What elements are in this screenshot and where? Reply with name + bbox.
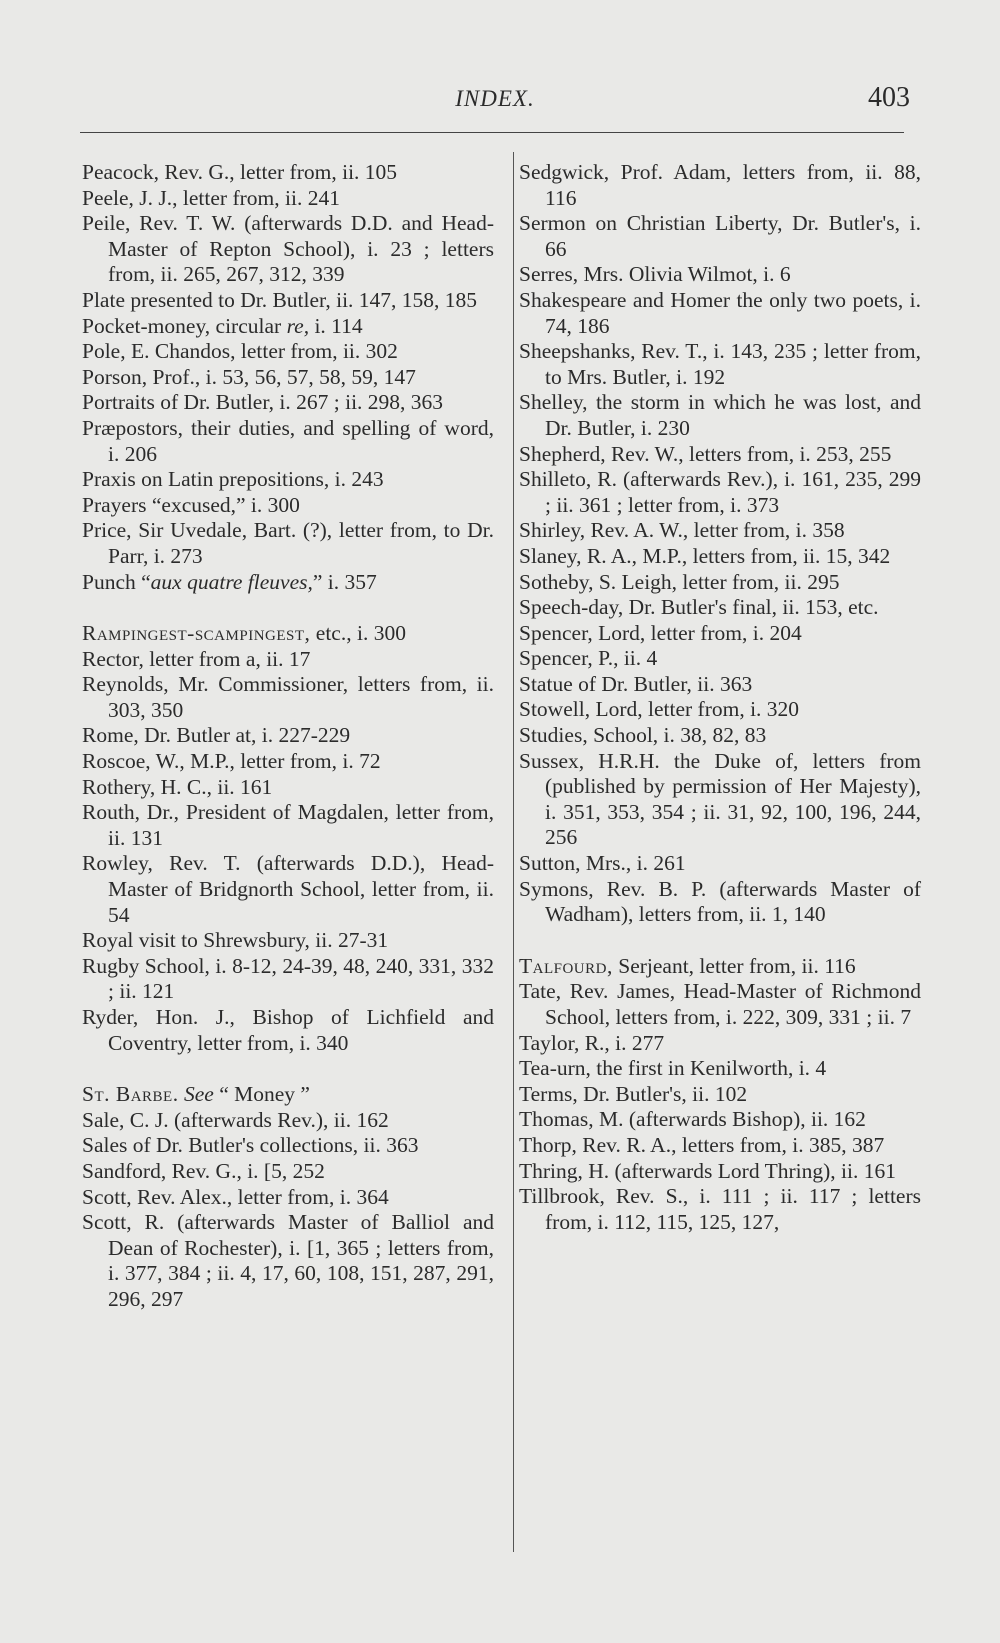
entry-text: i. 114	[309, 313, 363, 338]
index-entry	[82, 416, 494, 467]
entry-text: Plate presented to Dr. Butler, ii. 147, 158, 185	[82, 287, 478, 312]
index-entry	[519, 646, 921, 672]
entry-text: Studies, School, i. 38, 82, 83	[519, 723, 767, 748]
index-entry	[82, 800, 494, 851]
index-entry	[519, 1082, 921, 1108]
index-entry	[519, 1031, 921, 1057]
index-entry	[519, 467, 921, 518]
entry-text: Rome, Dr. Butler at, i. 227-229	[82, 723, 351, 748]
index-entry	[82, 160, 494, 186]
entry-text: Scott, Rev. Alex., letter from, i. 364	[82, 1184, 389, 1209]
entry-text: Portraits of Dr. Butler, i. 267 ; ii. 298, 363	[82, 390, 444, 415]
index-entry	[519, 621, 921, 647]
entry-text: Porson, Prof., i. 53, 56, 57, 58, 59, 147	[82, 364, 416, 389]
entry-text: Tate, Rev. James, Head-Master of Richmond School, letters from, i. 222, 309, 331 ; ii. 7	[519, 979, 921, 1029]
index-entry	[82, 1185, 494, 1211]
entry-text: Tea-urn, the first in Kenilworth, i. 4	[519, 1056, 827, 1081]
entry-text: Serjeant, letter from, ii. 116	[612, 953, 856, 978]
index-entry	[82, 621, 494, 647]
entry-italic: aux quatre fleuves,	[150, 569, 313, 594]
entry-text: Taylor, R., i. 277	[519, 1030, 665, 1055]
index-entry	[519, 954, 921, 980]
entry-text: Peile, Rev. T. W. (afterwards D.D. and Head-Master of Repton School), i. 23 ; letters from, ii. 265, 267, 312, 339	[82, 211, 494, 287]
index-entry	[82, 749, 494, 775]
entry-text: Pocket-money, circular	[82, 313, 287, 338]
entry-text: Sedgwick, Prof. Adam, letters from, ii. 88, 116	[519, 160, 921, 210]
entry-text: Symons, Rev. B. P. (afterwards Master of Wadham), letters from, ii. 1, 140	[519, 876, 921, 927]
entry-headword: Talfourd,	[519, 953, 613, 978]
index-entry	[519, 723, 921, 749]
entry-text: Prayers “excused,” i. 300	[82, 492, 300, 517]
entry-text: Slaney, R. A., M.P., letters from, ii. 15, 342	[519, 543, 891, 568]
entry-text: Speech-day, Dr. Butler's final, ii. 153, etc.	[519, 595, 879, 620]
index-entry	[519, 442, 921, 468]
index-entry	[519, 1184, 921, 1235]
entry-text: Sheepshanks, Rev. T., i. 143, 235 ; letter from, to Mrs. Butler, i. 192	[519, 339, 921, 389]
section-gap	[82, 595, 494, 621]
index-entry	[519, 595, 921, 621]
index-entry	[82, 775, 494, 801]
entry-text: Scott, R. (afterwards Master of Balliol and Dean of Rochester), i. [1, 365 ; letters from, i. 377, 384 ; ii. 4, 17, 60, 108, 151, 287, 291, 296, 297	[82, 1210, 494, 1311]
index-entry	[82, 339, 494, 365]
entry-text: Peele, J. J., letter from, ii. 241	[82, 185, 340, 210]
entry-italic: See	[183, 1082, 214, 1107]
running-title: INDEX.	[455, 86, 535, 111]
entry-text: Stowell, Lord, letter from, i. 320	[519, 697, 800, 722]
index-entry	[82, 672, 494, 723]
column-divider	[513, 152, 514, 1552]
index-entry	[519, 749, 921, 851]
entry-text: Thring, H. (afterwards Lord Thring), ii. 161	[519, 1158, 896, 1183]
entry-text: Sutton, Mrs., i. 261	[519, 851, 686, 876]
entry-text: Routh, Dr., President of Magdalen, letter from, ii. 131	[82, 800, 494, 850]
index-entry	[82, 723, 494, 749]
index-entry	[82, 467, 494, 493]
entry-text: Spencer, P., ii. 4	[519, 646, 658, 671]
page-header	[80, 82, 910, 122]
index-entry	[519, 570, 921, 596]
index-entry	[82, 1108, 494, 1134]
entry-text: Shakespeare and Homer the only two poets, i. 74, 186	[519, 287, 921, 338]
entry-text: Shilleto, R. (afterwards Rev.), i. 161, 235, 299 ; ii. 361 ; letter from, i. 373	[519, 467, 921, 517]
index-entry	[82, 851, 494, 928]
index-entry	[519, 160, 921, 211]
index-entry	[82, 186, 494, 212]
index-entry	[519, 1056, 921, 1082]
entry-italic: re,	[286, 313, 310, 338]
index-entry	[82, 365, 494, 391]
index-entry	[519, 672, 921, 698]
index-entry	[82, 288, 494, 314]
entry-text: Sale, C. J. (afterwards Rev.), ii. 162	[82, 1107, 389, 1132]
entry-headword: Rampingest-scampingest,	[82, 621, 311, 646]
entry-text: Rector, letter from a, ii. 17	[82, 646, 311, 671]
entry-text: Roscoe, W., M.P., letter from, i. 72	[82, 749, 381, 774]
index-entry	[82, 314, 494, 340]
index-entry	[82, 1159, 494, 1185]
index-entry	[519, 288, 921, 339]
entry-text: Statue of Dr. Butler, ii. 363	[519, 671, 753, 696]
index-entry	[519, 697, 921, 723]
entry-text: Sussex, H.R.H. the Duke of, letters from (published by permission of Her Majesty), i. 351, 353, 354 ; ii. 31, 92, 100, 196, 244, 256	[519, 748, 921, 850]
index-entry	[82, 518, 494, 569]
index-entry	[519, 518, 921, 544]
index-entry	[82, 493, 494, 519]
entry-text: Shepherd, Rev. W., letters from, i. 253, 255	[519, 441, 892, 466]
index-entry	[82, 1210, 494, 1312]
index-entry	[519, 1107, 921, 1133]
entry-text: Reynolds, Mr. Commissioner, letters from, ii. 303, 350	[82, 672, 494, 722]
index-entry	[519, 262, 921, 288]
section-gap	[82, 1056, 494, 1082]
entry-text: Praxis on Latin prepositions, i. 243	[82, 467, 384, 492]
index-entry	[519, 544, 921, 570]
entry-text: Shirley, Rev. A. W., letter from, i. 358	[519, 518, 845, 543]
entry-text: etc., i. 300	[310, 621, 406, 646]
entry-text: Price, Sir Uvedale, Bart. (?), letter from, to Dr. Parr, i. 273	[82, 518, 494, 568]
entry-text: Pole, E. Chandos, letter from, ii. 302	[82, 339, 398, 364]
entry-text: Sotheby, S. Leigh, letter from, ii. 295	[519, 569, 840, 594]
entry-text: Thorp, Rev. R. A., letters from, i. 385, 387	[519, 1132, 885, 1157]
section-gap	[519, 928, 921, 954]
page-number: 403	[868, 82, 910, 113]
entry-text: “ Money ”	[213, 1082, 310, 1107]
entry-text: Punch “	[82, 569, 151, 594]
entry-text: Royal visit to Shrewsbury, ii. 27-31	[82, 928, 389, 953]
entry-text: Rowley, Rev. T. (afterwards D.D.), Head-Master of Bridgnorth School, letter from, ii. 54	[82, 851, 494, 927]
index-entry	[82, 390, 494, 416]
index-entry	[82, 1082, 494, 1108]
index-entry	[82, 570, 494, 596]
index-entry	[82, 647, 494, 673]
index-entry	[519, 851, 921, 877]
index-entry	[82, 954, 494, 1005]
index-entry	[82, 1133, 494, 1159]
index-entry	[82, 211, 494, 288]
index-entry	[519, 1159, 921, 1185]
index-entry	[82, 928, 494, 954]
index-entry	[519, 211, 921, 262]
entry-text: Shelley, the storm in which he was lost, and Dr. Butler, i. 230	[519, 390, 921, 440]
index-entry	[519, 877, 921, 928]
index-entry	[519, 339, 921, 390]
entry-text: Thomas, M. (afterwards Bishop), ii. 162	[519, 1107, 866, 1132]
index-entry	[519, 390, 921, 441]
entry-text: Spencer, Lord, letter from, i. 204	[519, 620, 802, 645]
right-column	[519, 160, 921, 1235]
entry-text: Sales of Dr. Butler's collections, ii. 363	[82, 1133, 419, 1158]
entry-text: Rothery, H. C., ii. 161	[82, 774, 273, 799]
entry-text: ” i. 357	[312, 569, 377, 594]
left-column	[82, 160, 494, 1313]
entry-text: Serres, Mrs. Olivia Wilmot, i. 6	[519, 262, 791, 287]
index-entry	[519, 1133, 921, 1159]
entry-text: Terms, Dr. Butler's, ii. 102	[519, 1081, 748, 1106]
entry-text: Ryder, Hon. J., Bishop of Lichfield and Coventry, letter from, i. 340	[82, 1005, 494, 1055]
entry-text: Tillbrook, Rev. S., i. 111 ; ii. 117 ; letters from, i. 112, 115, 125, 127,	[519, 1184, 921, 1234]
header-rule	[80, 132, 904, 133]
entry-text: Sermon on Christian Liberty, Dr. Butler's, i. 66	[519, 211, 921, 261]
index-entry	[519, 979, 921, 1030]
index-entry	[82, 1005, 494, 1056]
entry-text: Peacock, Rev. G., letter from, ii. 105	[82, 160, 398, 184]
entry-headword: St. Barbe.	[82, 1082, 179, 1107]
entry-text: Sandford, Rev. G., i. [5, 252	[82, 1158, 325, 1183]
entry-text: Præpostors, their duties, and spelling of word, i. 206	[82, 415, 494, 466]
entry-text: Rugby School, i. 8-12, 24-39, 48, 240, 331, 332 ; ii. 121	[82, 953, 494, 1004]
